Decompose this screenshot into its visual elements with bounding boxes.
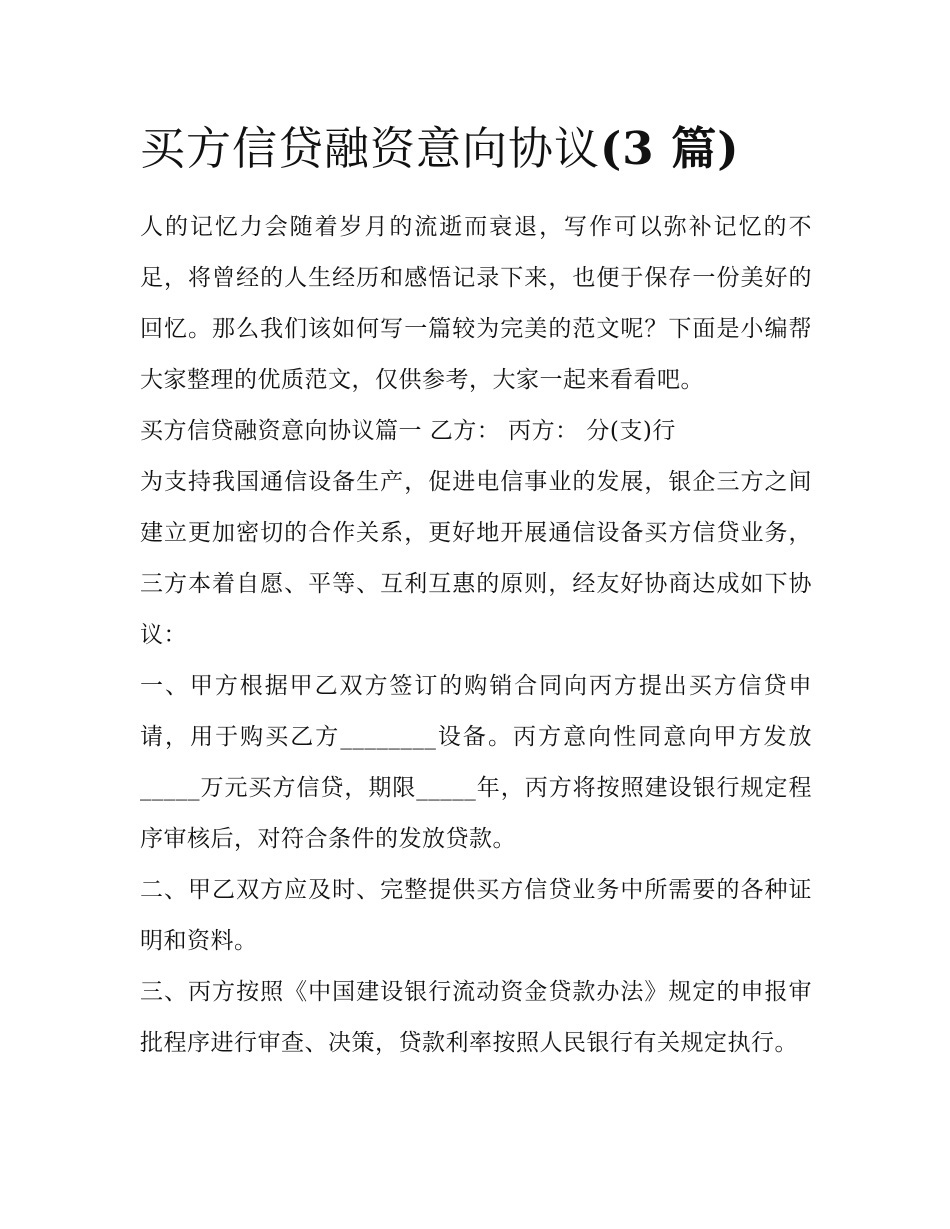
- clause-one: 一、甲方根据甲乙双方签订的购销合同向丙方提出买方信贷申请，用于购买乙方________设备。丙方意向性同意向甲方发放_____万元买方信贷，期限_____年，丙方将按照建设银行规定程序审核后，对符合条件的发放贷款。: [140, 673, 812, 852]
- document-title-suffix: (3 篇): [600, 122, 740, 175]
- section-heading-part-one: 买方信贷融资意向协议篇一 乙方： 丙方： 分(支)行: [140, 418, 676, 444]
- document-page: [140, 118, 812, 1069]
- document-title: [140, 118, 812, 180]
- intro-paragraph: 人的记忆力会随着岁月的流逝而衰退，写作可以弥补记忆的不足，将曾经的人生经历和感悟记录下来，也便于保存一份美好的回忆。那么我们该如何写一篇较为完美的范文呢？下面是小编帮大家整理的优质范文，仅供参考，大家一起来看看吧。: [140, 214, 812, 393]
- document-title-main: 买方信贷融资意向协议: [140, 122, 601, 175]
- clause-three: 三、丙方按照《中国建设银行流动资金贷款办法》规定的申报审批程序进行审查、决策，贷款利率按照人民银行有关规定执行。: [140, 979, 812, 1056]
- purpose-paragraph: 为支持我国通信设备生产，促进电信事业的发展，银企三方之间建立更加密切的合作关系，更好地开展通信设备买方信贷业务，三方本着自愿、平等、互利互惠的原则，经友好协商达成如下协议：: [140, 469, 812, 648]
- clause-two: 二、甲乙双方应及时、完整提供买方信贷业务中所需要的各种证明和资料。: [140, 877, 812, 954]
